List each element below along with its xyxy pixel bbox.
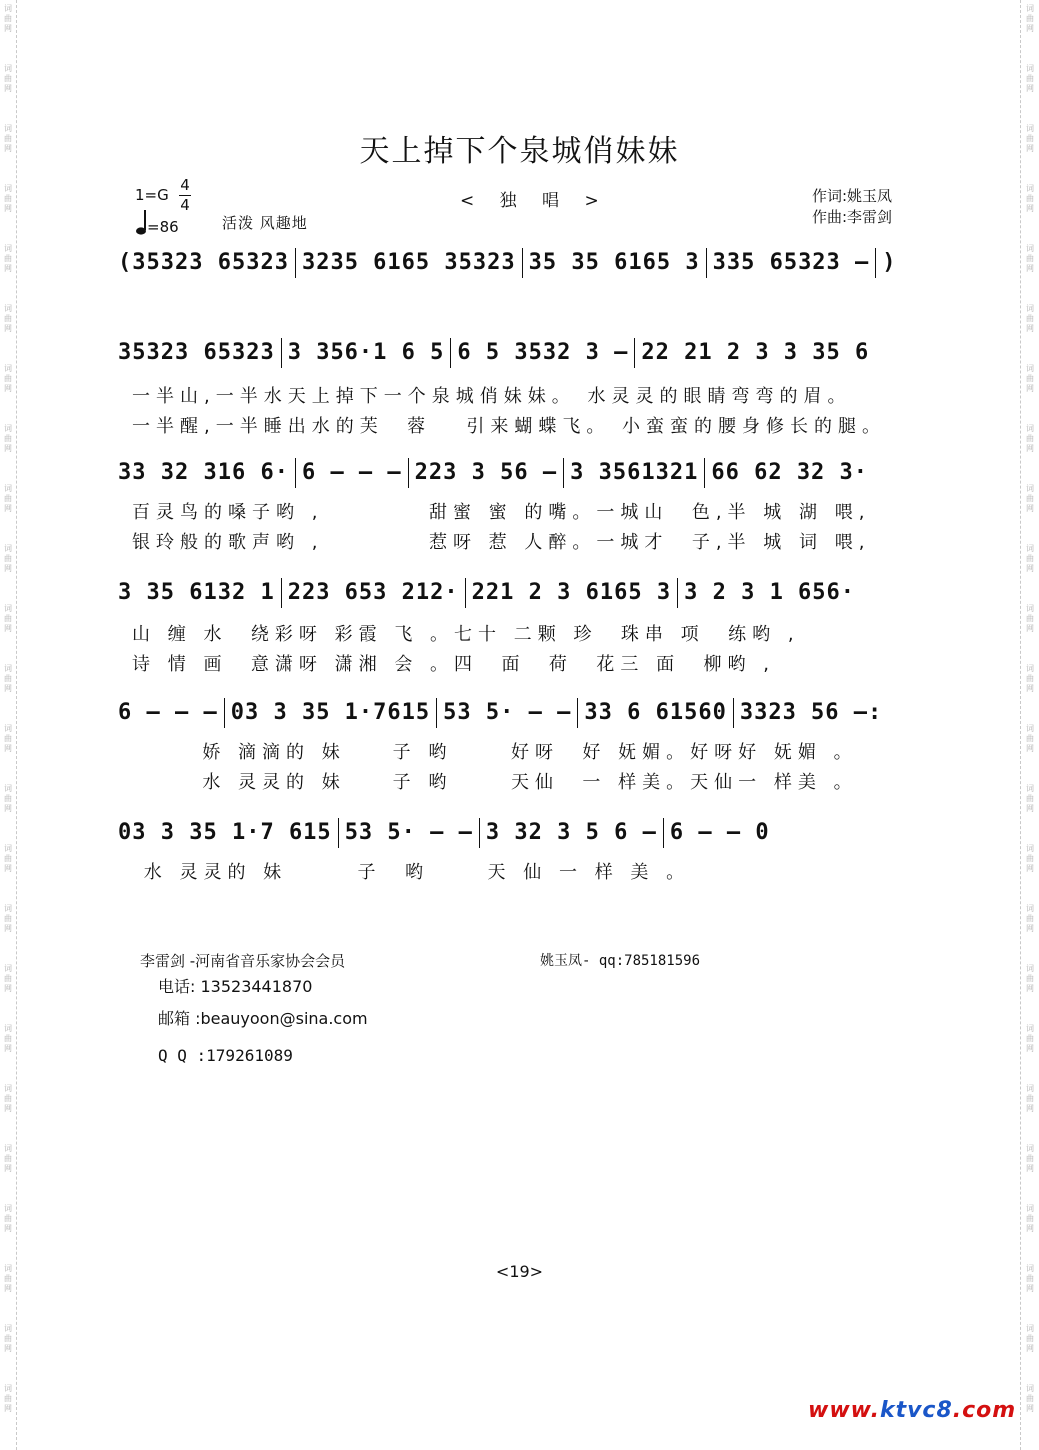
barline (224, 698, 225, 728)
page-number: <19> (495, 1262, 544, 1281)
key-signature: 1=G (135, 186, 169, 204)
lyric-line: 山 缠 水 绕彩呀 彩霞 飞 。七十 二颗 珍 珠串 项 练哟 , (132, 624, 800, 645)
notation-line (118, 338, 948, 368)
tempo-text: 活泼 风趣地 (222, 214, 308, 232)
measure: 35 35 6165 3 (528, 250, 700, 275)
watermark-glyphs: 词 曲 网 (1026, 904, 1034, 933)
watermark-left (0, 0, 17, 1450)
watermark-glyphs: 词 曲 网 (1026, 364, 1034, 393)
notation-line (118, 818, 948, 848)
watermark-glyphs: 词 曲 网 (4, 724, 12, 753)
watermark-glyphs: 词 曲 网 (1026, 1144, 1034, 1173)
barline (465, 578, 466, 608)
lyric-line: 娇 滴滴的 妹 子 哟 好呀 好 妩媚。好呀好 妩媚 。 (132, 742, 858, 763)
measure: 3 35 6132 1 (118, 580, 275, 605)
notation-line (118, 578, 948, 608)
watermark-glyphs: 词 曲 网 (4, 424, 12, 453)
email: 邮箱 :beauyoon@sina.com (158, 1009, 368, 1028)
watermark-glyphs: 词 曲 网 (4, 364, 12, 393)
watermark-glyphs: 词 曲 网 (4, 124, 12, 153)
watermark-glyphs: 词 曲 网 (1026, 184, 1034, 213)
measure: 6 5 3532 3 – (457, 340, 629, 365)
measure: 22 21 2 3 3 35 6 (641, 340, 870, 365)
barline (563, 458, 564, 488)
barline (479, 818, 480, 848)
measure: 53 5· – – (443, 700, 572, 725)
barline (577, 698, 578, 728)
measure: 33 32 316 6· (118, 460, 289, 485)
lyric-line: 一半山,一半水天上掉下一个泉城俏妹妹。 水灵灵的眼睛弯弯的眉。 (132, 386, 852, 407)
watermark-glyphs: 词 曲 网 (1026, 304, 1034, 333)
watermark-glyphs: 词 曲 网 (4, 784, 12, 813)
phone: 电话: 13523441870 (158, 977, 313, 996)
lyric-line: 水 灵灵的 妹 子 哟 天 仙 一 样 美 。 (132, 862, 691, 883)
watermark-glyphs: 词 曲 网 (1026, 244, 1034, 273)
watermark-glyphs: 词 曲 网 (1026, 1204, 1034, 1233)
watermark-glyphs: 词 曲 网 (1026, 1024, 1034, 1053)
barline (338, 818, 339, 848)
watermark-glyphs: 词 曲 网 (1026, 964, 1034, 993)
lyric-line: 诗 情 画 意潇呀 潇湘 会 。四 面 荷 花三 面 柳哟 , (132, 654, 775, 675)
watermark-glyphs: 词 曲 网 (4, 184, 12, 213)
watermark-glyphs: 词 曲 网 (4, 4, 12, 33)
watermark-right (1020, 0, 1039, 1450)
time-top: 4 (180, 176, 190, 194)
watermark-glyphs: 词 曲 网 (1026, 4, 1034, 33)
watermark-glyphs: 词 曲 网 (4, 844, 12, 873)
watermark-glyphs: 词 曲 网 (4, 1384, 12, 1413)
watermark-glyphs: 词 曲 网 (1026, 844, 1034, 873)
barline (634, 338, 635, 368)
watermark-glyphs: 词 曲 网 (4, 604, 12, 633)
watermark-glyphs: 词 曲 网 (1026, 124, 1034, 153)
watermark-glyphs: 词 曲 网 (4, 484, 12, 513)
measure: 3 2 3 1 656· (684, 580, 856, 605)
watermark-glyphs: 词 曲 网 (1026, 604, 1034, 633)
site-logo: www.ktvc8.com (808, 1398, 1017, 1423)
watermark-glyphs: 词 曲 网 (1026, 544, 1034, 573)
lyric-line: 水 灵灵的 妹 子 哟 天仙 一 样美。天仙一 样美 。 (132, 772, 858, 793)
time-bottom: 4 (180, 196, 190, 214)
measure: 6 – – – (118, 700, 218, 725)
measure: 3 356·1 6 5 (287, 340, 445, 365)
watermark-glyphs: 词 曲 网 (1026, 1264, 1034, 1293)
watermark-glyphs: 词 曲 网 (4, 64, 12, 93)
barline (733, 698, 734, 728)
measure: 3235 6165 35323 (301, 250, 516, 275)
lyricist-contact: 姚玉凤- qq:785181596 (540, 953, 701, 969)
barline (281, 338, 282, 368)
credits (812, 186, 892, 228)
watermark-glyphs: 词 曲 网 (1026, 784, 1034, 813)
watermark-glyphs: 词 曲 网 (4, 304, 12, 333)
measure: 33 6 61560 (584, 700, 727, 725)
watermark-glyphs: 词 曲 网 (1026, 1384, 1034, 1413)
measure: ) (882, 250, 897, 275)
tempo-value: =86 (147, 218, 179, 236)
barline (677, 578, 678, 608)
time-signature (177, 176, 193, 215)
barline (295, 458, 296, 488)
composer: 作曲:李雷剑 (812, 208, 893, 226)
composer-contact: 李雷剑 -河南省音乐家协会会员 (140, 952, 346, 970)
watermark-glyphs: 词 曲 网 (1026, 1084, 1034, 1113)
watermark-glyphs: 词 曲 网 (4, 1024, 12, 1053)
measure: 66 62 32 3· (711, 460, 869, 485)
barline (295, 248, 296, 278)
barline (663, 818, 664, 848)
measure: 3 3561321 (570, 460, 699, 485)
barline (450, 338, 451, 368)
measure: 3 32 3 5 6 – (485, 820, 657, 845)
measure: 03 3 35 1·7 615 (118, 820, 332, 845)
barline (704, 458, 705, 488)
measure: 3323 56 –: (739, 700, 883, 725)
watermark-glyphs: 词 曲 网 (4, 1264, 12, 1293)
lyricist: 作词:姚玉凤 (812, 187, 893, 205)
watermark-glyphs: 词 曲 网 (1026, 1324, 1034, 1353)
barline (706, 248, 707, 278)
watermark-glyphs: 词 曲 网 (1026, 664, 1034, 693)
measure: 35323 65323 (118, 340, 275, 365)
quarter-note-icon (135, 208, 147, 236)
measure: 6 – – – (301, 460, 402, 485)
watermark-glyphs: 词 曲 网 (4, 964, 12, 993)
measure: 6 – – 0 (669, 820, 770, 845)
barline (281, 578, 282, 608)
measure: 335 65323 – (712, 250, 870, 275)
measure: 03 3 35 1·7615 (230, 700, 431, 725)
barline (522, 248, 523, 278)
watermark-glyphs: 词 曲 网 (4, 904, 12, 933)
watermark-glyphs: 词 曲 网 (4, 1204, 12, 1233)
watermark-glyphs: 词 曲 网 (4, 1324, 12, 1353)
tempo-mark (135, 208, 179, 236)
page-title: 天上掉下个泉城俏妹妹 (359, 134, 680, 169)
watermark-glyphs: 词 曲 网 (4, 244, 12, 273)
measure: 223 653 212· (287, 580, 459, 605)
measure: (35323 65323 (118, 250, 289, 275)
watermark-glyphs: 词 曲 网 (1026, 424, 1034, 453)
measure: 221 2 3 6165 3 (471, 580, 672, 605)
barline (875, 248, 876, 278)
barline (408, 458, 409, 488)
subtitle: < 独 唱 > (460, 191, 609, 211)
notation-line (118, 248, 948, 278)
watermark-glyphs: 词 曲 网 (4, 664, 12, 693)
notation-line (118, 458, 948, 488)
lyric-line: 百灵鸟的嗓子哟 , 甜蜜 蜜 的嘴。一城山 色,半 城 湖 喂, (132, 502, 871, 523)
watermark-glyphs: 词 曲 网 (4, 1084, 12, 1113)
watermark-glyphs: 词 曲 网 (1026, 64, 1034, 93)
watermark-glyphs: 词 曲 网 (4, 544, 12, 573)
barline (436, 698, 437, 728)
watermark-glyphs: 词 曲 网 (1026, 724, 1034, 753)
watermark-glyphs: 词 曲 网 (1026, 484, 1034, 513)
notation-line (118, 698, 948, 728)
lyric-line: 银玲般的歌声哟 , 惹呀 惹 人醉。一城才 子,半 城 词 喂, (132, 532, 871, 553)
qq: Q Q :179261089 (158, 1046, 293, 1065)
measure: 53 5· – – (344, 820, 473, 845)
watermark-glyphs: 词 曲 网 (4, 1144, 12, 1173)
measure: 223 3 56 – (414, 460, 558, 485)
lyric-line: 一半醒,一半睡出水的芙 蓉 引来蝴蝶飞。 小蛮蛮的腰身修长的腿。 (132, 416, 887, 437)
